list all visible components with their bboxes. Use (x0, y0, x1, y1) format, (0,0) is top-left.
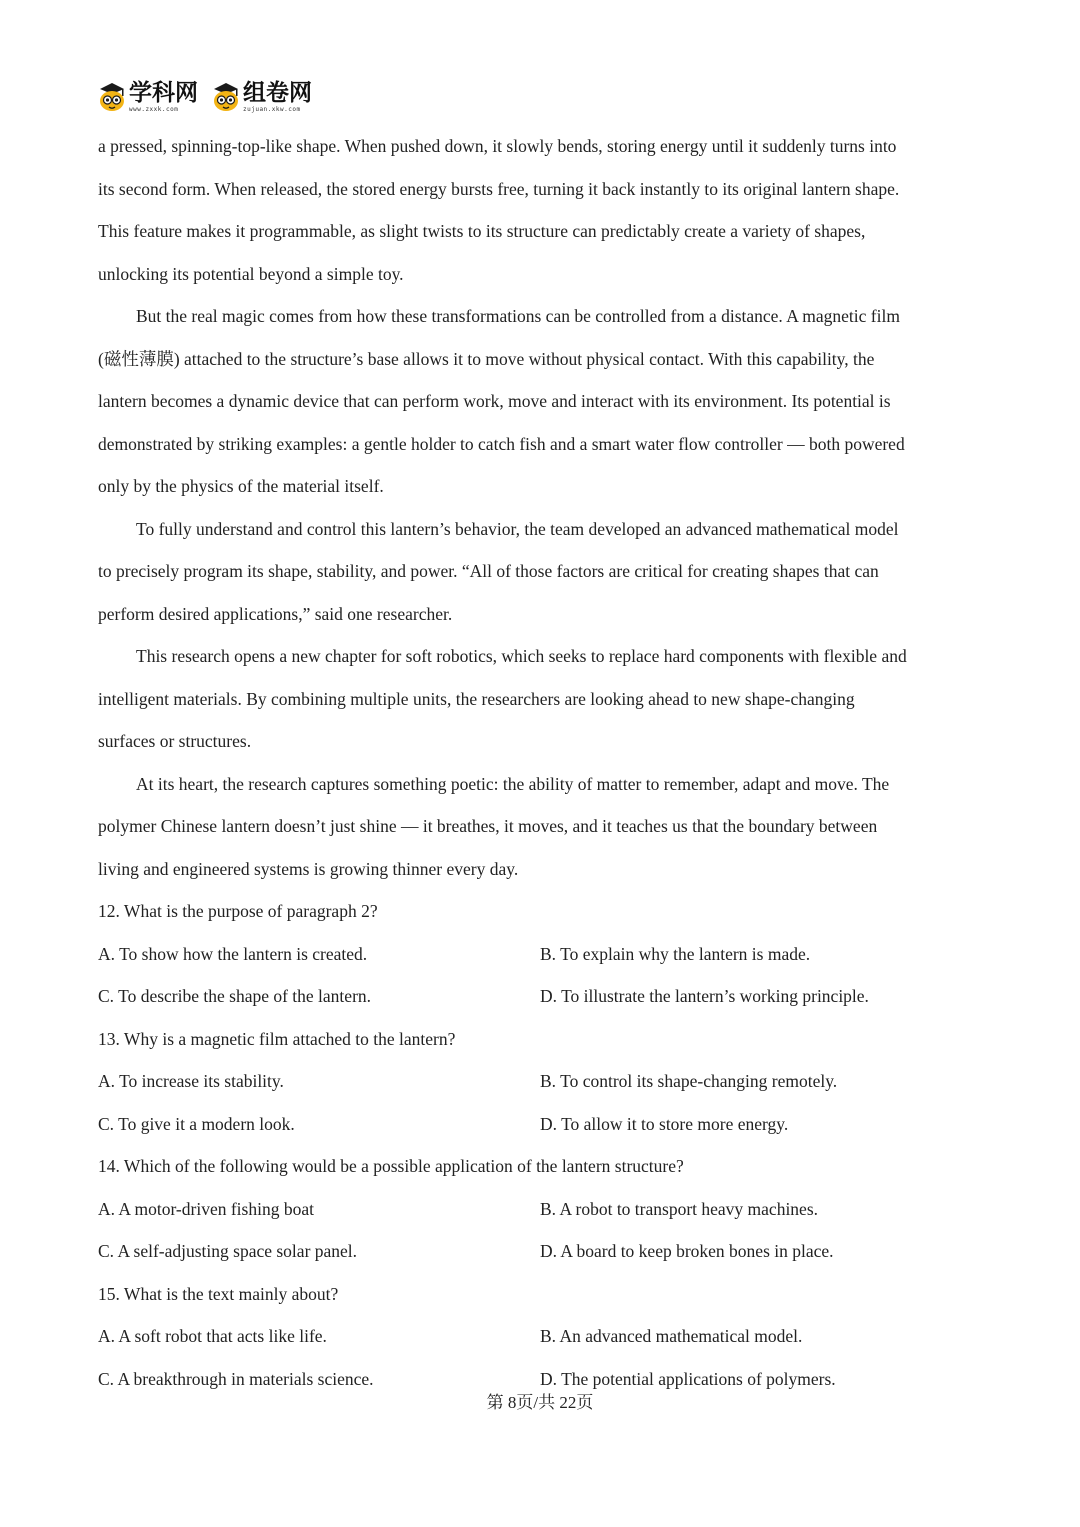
paragraph-4 (98, 635, 983, 763)
question-15 (98, 1273, 983, 1401)
text-line: unlocking its potential beyond a simple toy. (98, 263, 404, 284)
option-a: A. A motor-driven fishing boat (98, 1198, 314, 1219)
logo-title: 学科网 (129, 80, 198, 106)
text-line: This feature makes it programmable, as slight twists to its structure can predictably create a variety of shapes, (98, 221, 866, 241)
option-d: D. The potential applications of polymers. (540, 1368, 836, 1389)
owl-mascot-icon (212, 82, 240, 112)
question-stem: 14. Which of the following would be a possible application of the lantern structure? (98, 1156, 684, 1176)
option-b: B. An advanced mathematical model. (540, 1326, 803, 1346)
option-a: A. A soft robot that acts like life. (98, 1326, 327, 1346)
option-b: B. A robot to transport heavy machines. (540, 1198, 819, 1219)
option-c: C. To describe the shape of the lantern. (98, 986, 372, 1006)
question-stem: 15. What is the text mainly about? (98, 1283, 339, 1304)
option-row (98, 1230, 983, 1273)
option-b: B. To control its shape-changing remotely. (540, 1071, 838, 1091)
question-14 (98, 1145, 983, 1273)
option-row (98, 975, 983, 1018)
text-line: intelligent materials. By combining multiple units, the researchers are looking ahead to new shape-changing (98, 688, 855, 709)
question-stem: 13. Why is a magnetic film attached to the lantern? (98, 1028, 456, 1049)
option-d: D. To allow it to store more energy. (540, 1113, 789, 1134)
text-line: surfaces or structures. (98, 731, 252, 751)
text-line: At its heart, the research captures something poetic: the ability of matter to remember, adapt and move. The (136, 773, 890, 794)
option-a: A. To show how the lantern is created. (98, 943, 368, 964)
paragraph-2 (98, 295, 983, 508)
paragraph-3 (98, 508, 983, 636)
option-d: D. A board to keep broken bones in place. (540, 1241, 834, 1261)
question-stem: 12. What is the purpose of paragraph 2? (98, 901, 378, 921)
text-line: only by the physics of the material itself. (98, 476, 384, 496)
text-line: a pressed, spinning-top-like shape. When pushed down, it slowly bends, storing energy until it suddenly turns into (98, 136, 897, 156)
option-c: C. To give it a modern look. (98, 1113, 295, 1134)
text-line: (磁性薄膜) attached to the structure’s base allows it to move without physical contact. With this capability, the (98, 348, 875, 369)
option-row (98, 933, 983, 976)
text-line: its second form. When released, the stored energy bursts free, turning it back instantly to its original lantern shape. (98, 178, 900, 199)
option-d: D. To illustrate the lantern’s working principle. (540, 986, 869, 1006)
option-row (98, 1103, 983, 1146)
text-line: But the real magic comes from how these transformations can be controlled from a distance. A magnetic film (136, 306, 900, 326)
text-line: This research opens a new chapter for soft robotics, which seeks to replace hard components with flexible and (136, 646, 907, 666)
text-line: To fully understand and control this lantern’s behavior, the team developed an advanced mathematical model (136, 518, 899, 539)
option-b: B. To explain why the lantern is made. (540, 943, 811, 964)
option-a: A. To increase its stability. (98, 1071, 284, 1091)
option-c: C. A self-adjusting space solar panel. (98, 1241, 358, 1261)
logo-zujuan (212, 80, 312, 113)
option-row (98, 1188, 983, 1231)
page-content (98, 125, 983, 1400)
page-number: 第 8页/共 22页 (486, 1393, 594, 1412)
text-line: perform desired applications,” said one researcher. (98, 603, 453, 624)
question-13 (98, 1018, 983, 1146)
logo-zxxk (98, 80, 198, 113)
text-line: lantern becomes a dynamic device that can perform work, move and interact with its environment. Its potential is (98, 391, 891, 411)
text-line: demonstrated by striking examples: a gentle holder to catch fish and a smart water flow controller — both powered (98, 433, 905, 454)
text-line: living and engineered systems is growing thinner every day. (98, 858, 519, 879)
logo-url: www.zxxk.com (129, 106, 179, 113)
option-c: C. A breakthrough in materials science. (98, 1368, 374, 1389)
logo-title: 组卷网 (243, 80, 312, 106)
paragraph-1 (98, 125, 983, 295)
question-12 (98, 890, 983, 1018)
logo-url: zujuan.xkw.com (243, 106, 301, 113)
paragraph-5 (98, 763, 983, 891)
owl-mascot-icon (98, 82, 126, 112)
text-line: to precisely program its shape, stability, and power. “All of those factors are critical for creating shapes that can (98, 561, 879, 581)
header-logos (98, 80, 326, 120)
option-row (98, 1315, 983, 1358)
option-row (98, 1060, 983, 1103)
text-line: polymer Chinese lantern doesn’t just shine — it breathes, it moves, and it teaches us that the boundary between (98, 816, 878, 836)
